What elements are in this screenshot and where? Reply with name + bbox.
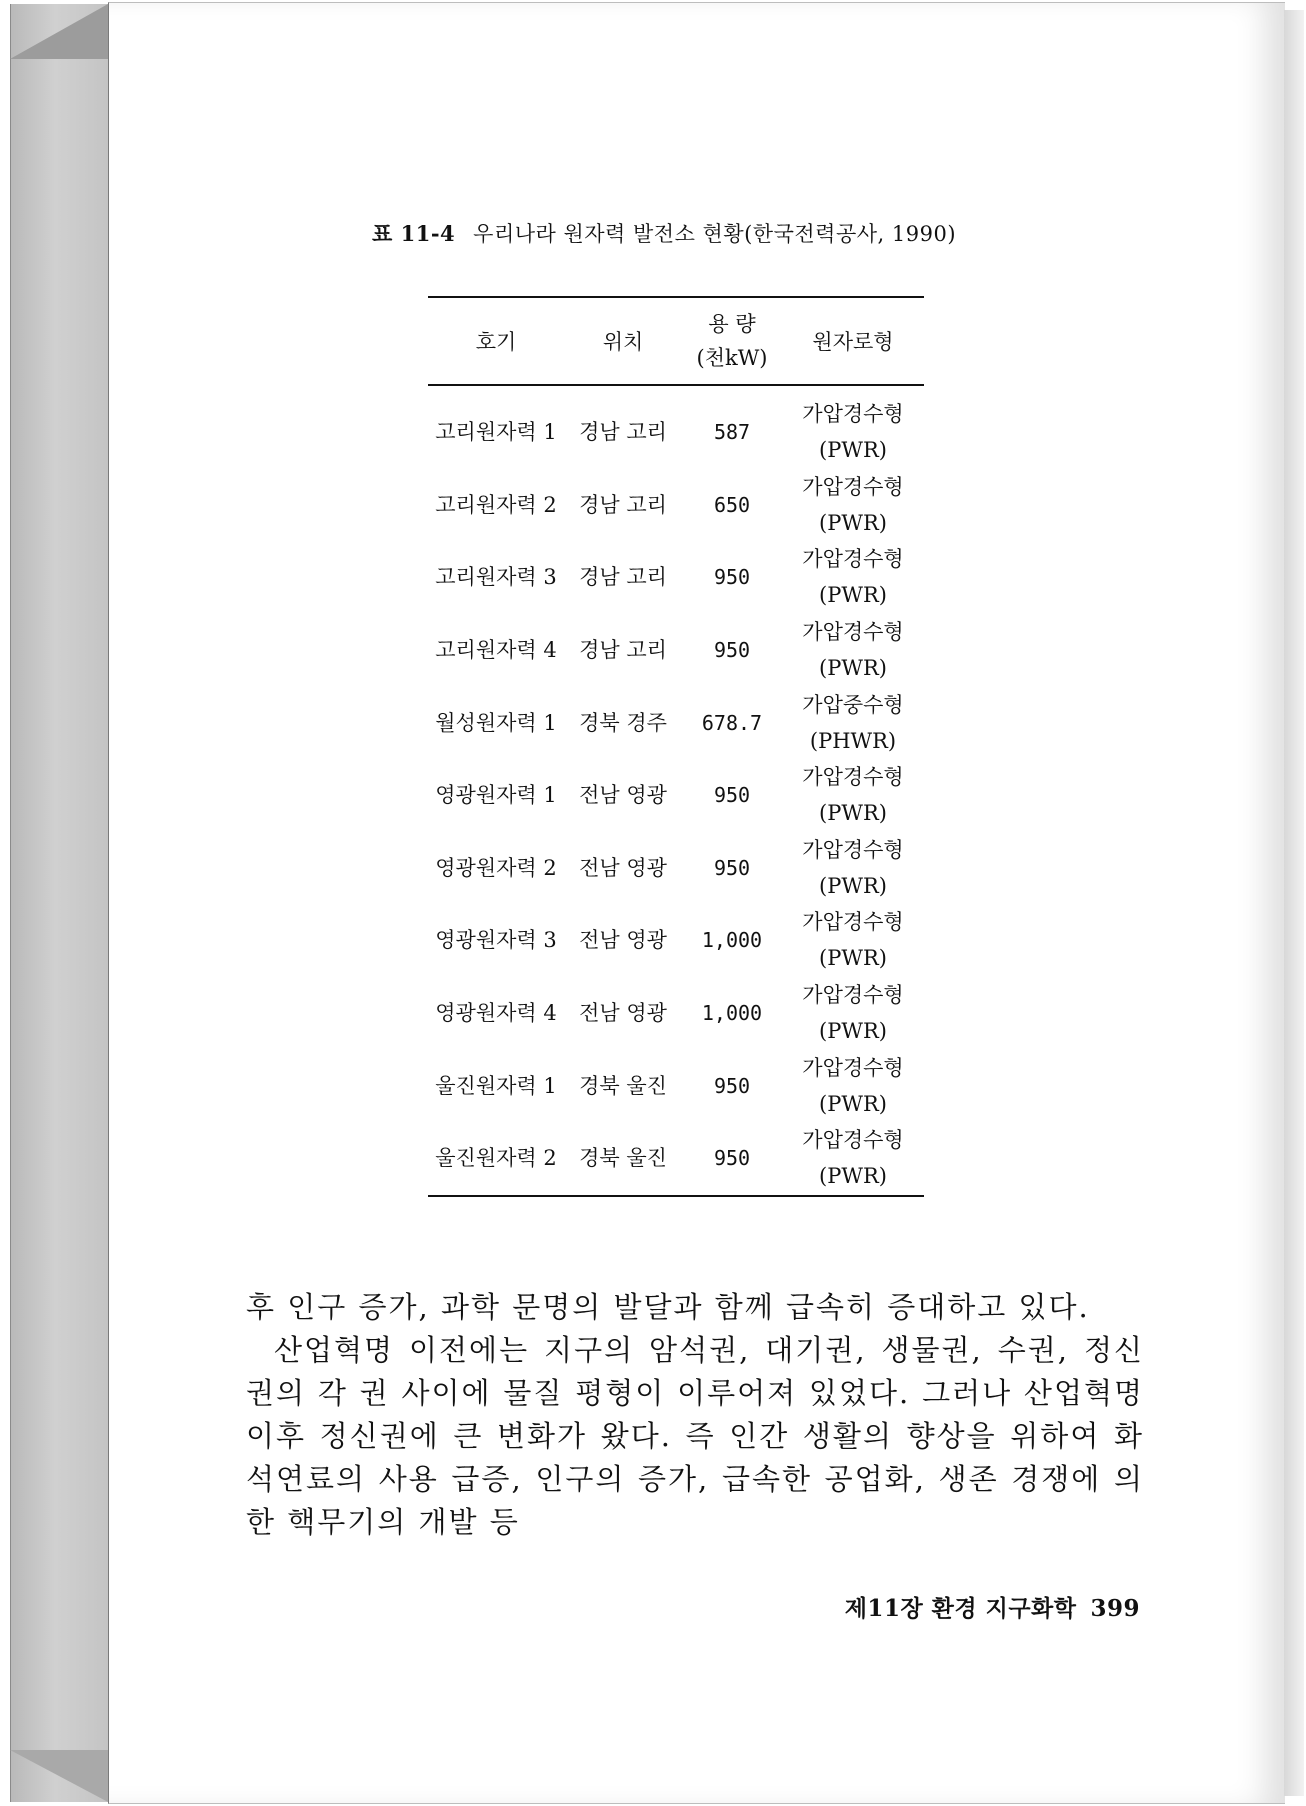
- page-edge-shadow: [1284, 10, 1304, 1796]
- reactor-type-name: 가압경수형: [802, 402, 904, 427]
- location-cell: [564, 541, 682, 614]
- table-row: [428, 541, 924, 614]
- reactor-type-code: (PWR): [819, 1019, 887, 1044]
- header-location: 위치: [602, 330, 644, 354]
- plant-name-cell: [428, 832, 564, 905]
- location-cell: [564, 686, 682, 759]
- header-capacity-line1: 용 량: [708, 312, 756, 336]
- chapter-title: 제11장 환경 지구화학: [844, 1595, 1077, 1622]
- running-footer: [845, 1590, 1140, 1623]
- plant-name-cell-text: 울진원자력 2: [435, 1146, 557, 1171]
- reactor-type-code: (PWR): [819, 1164, 887, 1189]
- plant-name-cell: [428, 614, 564, 687]
- capacity-cell-text: 678.7: [701, 710, 763, 735]
- capacity-cell-text: 1,000: [701, 1001, 763, 1026]
- location-cell-text: 경북 경주: [579, 710, 667, 735]
- reactor-type-cell: [782, 469, 924, 542]
- location-cell-text: 경남 고리: [579, 492, 667, 517]
- capacity-cell: [682, 1122, 782, 1196]
- plant-name-cell: [428, 385, 564, 469]
- table-row: [428, 686, 924, 759]
- reactor-type-cell: [782, 1049, 924, 1122]
- capacity-cell: [682, 469, 782, 542]
- location-cell-text: 경남 고리: [579, 638, 667, 663]
- reactor-type-code: (PWR): [819, 946, 887, 971]
- reactor-type-code: (PWR): [819, 583, 887, 608]
- location-cell-text: 경북 울진: [579, 1073, 667, 1098]
- header-reactor-type: 원자로형: [812, 330, 894, 354]
- location-cell-text: 전남 영광: [579, 1001, 667, 1026]
- location-cell: [564, 469, 682, 542]
- table-row: [428, 469, 924, 542]
- table-row: [428, 904, 924, 977]
- capacity-cell-text: 950: [713, 1073, 751, 1098]
- reactor-type-code: (PWR): [819, 438, 887, 463]
- capacity-cell: [682, 759, 782, 832]
- capacity-cell-text: 650: [713, 492, 751, 517]
- table-row: [428, 1049, 924, 1122]
- reactor-type-cell: [782, 904, 924, 977]
- location-cell: [564, 904, 682, 977]
- reactor-type-name: 가압경수형: [802, 547, 904, 572]
- capacity-cell-text: 950: [713, 565, 751, 590]
- page-number: 399: [1090, 1595, 1140, 1622]
- plant-name-cell: [428, 977, 564, 1050]
- capacity-cell: [682, 904, 782, 977]
- plant-name-cell: [428, 1049, 564, 1122]
- body-line-1: 후 인구 증가, 과학 문명의 발달과 함께 급속히 증대하고 있다.: [246, 1290, 1090, 1324]
- reactor-type-name: 가압중수형: [802, 692, 904, 717]
- body-text: [246, 1286, 1144, 1544]
- capacity-cell-text: 950: [713, 783, 751, 808]
- plant-name-cell-text: 고리원자력 1: [435, 420, 557, 445]
- plant-name-cell-text: 울진원자력 1: [435, 1073, 557, 1098]
- reactor-type-name: 가압경수형: [802, 765, 904, 790]
- capacity-cell: [682, 977, 782, 1050]
- reactor-type-name: 가압경수형: [802, 910, 904, 935]
- table-body: [428, 385, 924, 1196]
- location-cell-text: 경북 울진: [579, 1146, 667, 1171]
- table-caption: [372, 218, 992, 248]
- table-caption-title: 우리나라 원자력 발전소 현황(한국전력공사, 1990): [473, 222, 957, 246]
- plant-name-cell-text: 영광원자력 3: [435, 928, 557, 953]
- location-cell: [564, 759, 682, 832]
- reactor-type-name: 가압경수형: [802, 474, 904, 499]
- plant-name-cell: [428, 686, 564, 759]
- reactor-type-cell: [782, 541, 924, 614]
- reactor-type-cell: [782, 385, 924, 469]
- nuclear-plants-table: [428, 296, 924, 1197]
- capacity-cell-text: 950: [713, 638, 751, 663]
- header-capacity-line2: (천kW): [696, 346, 768, 370]
- plant-name-cell: [428, 904, 564, 977]
- reactor-type-cell: [782, 832, 924, 905]
- plant-name-cell-text: 고리원자력 2: [435, 492, 557, 517]
- reactor-type-code: (PHWR): [809, 728, 897, 753]
- reactor-type-code: (PWR): [819, 1091, 887, 1116]
- capacity-cell: [682, 832, 782, 905]
- plant-name-cell-text: 월성원자력 1: [435, 710, 557, 735]
- location-cell-text: 경남 고리: [579, 565, 667, 590]
- table-caption-label: 표 11-4: [372, 221, 456, 246]
- location-cell-text: 전남 영광: [579, 928, 667, 953]
- capacity-cell-text: 587: [713, 420, 751, 445]
- location-cell: [564, 1049, 682, 1122]
- location-cell-text: 전남 영광: [579, 855, 667, 880]
- location-cell: [564, 977, 682, 1050]
- table-row: [428, 614, 924, 687]
- location-cell: [564, 614, 682, 687]
- plant-name-cell-text: 영광원자력 4: [435, 1001, 557, 1026]
- capacity-cell-text: 1,000: [701, 928, 763, 953]
- reactor-type-cell: [782, 686, 924, 759]
- location-cell: [564, 1122, 682, 1196]
- location-cell: [564, 832, 682, 905]
- capacity-cell: [682, 1049, 782, 1122]
- table-row: [428, 1122, 924, 1196]
- plant-name-cell: [428, 469, 564, 542]
- reactor-type-name: 가압경수형: [802, 983, 904, 1008]
- table-header-row: [428, 297, 924, 385]
- header-name: 호기: [475, 330, 517, 354]
- location-cell-text: 전남 영광: [579, 783, 667, 808]
- reactor-type-code: (PWR): [819, 510, 887, 535]
- capacity-cell: [682, 541, 782, 614]
- reactor-type-name: 가압경수형: [802, 837, 904, 862]
- reactor-type-code: (PWR): [819, 801, 887, 826]
- reactor-type-name: 가압경수형: [802, 1055, 904, 1080]
- reactor-type-name: 가압경수형: [802, 620, 904, 645]
- plant-name-cell: [428, 541, 564, 614]
- plant-name-cell: [428, 759, 564, 832]
- capacity-cell-text: 950: [713, 1146, 751, 1171]
- plant-name-cell: [428, 1122, 564, 1196]
- reactor-type-code: (PWR): [819, 873, 887, 898]
- reactor-type-cell: [782, 977, 924, 1050]
- capacity-cell: [682, 686, 782, 759]
- plant-name-cell-text: 영광원자력 1: [435, 783, 557, 808]
- reactor-type-cell: [782, 759, 924, 832]
- reactor-type-name: 가압경수형: [802, 1128, 904, 1153]
- plant-name-cell-text: 영광원자력 2: [435, 855, 557, 880]
- capacity-cell: [682, 385, 782, 469]
- reactor-type-cell: [782, 614, 924, 687]
- reactor-type-code: (PWR): [819, 656, 887, 681]
- reactor-type-cell: [782, 1122, 924, 1196]
- table-row: [428, 385, 924, 469]
- book-spine: [10, 4, 109, 1802]
- location-cell: [564, 385, 682, 469]
- table-row: [428, 759, 924, 832]
- table-row: [428, 832, 924, 905]
- location-cell-text: 경남 고리: [579, 420, 667, 445]
- capacity-cell: [682, 614, 782, 687]
- plant-name-cell-text: 고리원자력 3: [435, 565, 557, 590]
- capacity-cell-text: 950: [713, 855, 751, 880]
- table-row: [428, 977, 924, 1050]
- body-paragraph-2: 산업혁명 이전에는 지구의 암석권, 대기권, 생물권, 수권, 정신권의 각 권 사이에 물질 평형이 이루어져 있었다. 그러나 산업혁명 이후 정신권에 큰 변화가 왔다. 즉 인간 생활의 향상을 위하여 화석연료의 사용 급증, 인구의 증가, 급속한 공업화, 생존 경쟁에 의한 핵무기의 개발 등: [246, 1333, 1144, 1539]
- plant-name-cell-text: 고리원자력 4: [435, 638, 557, 663]
- header-capacity: [682, 297, 782, 385]
